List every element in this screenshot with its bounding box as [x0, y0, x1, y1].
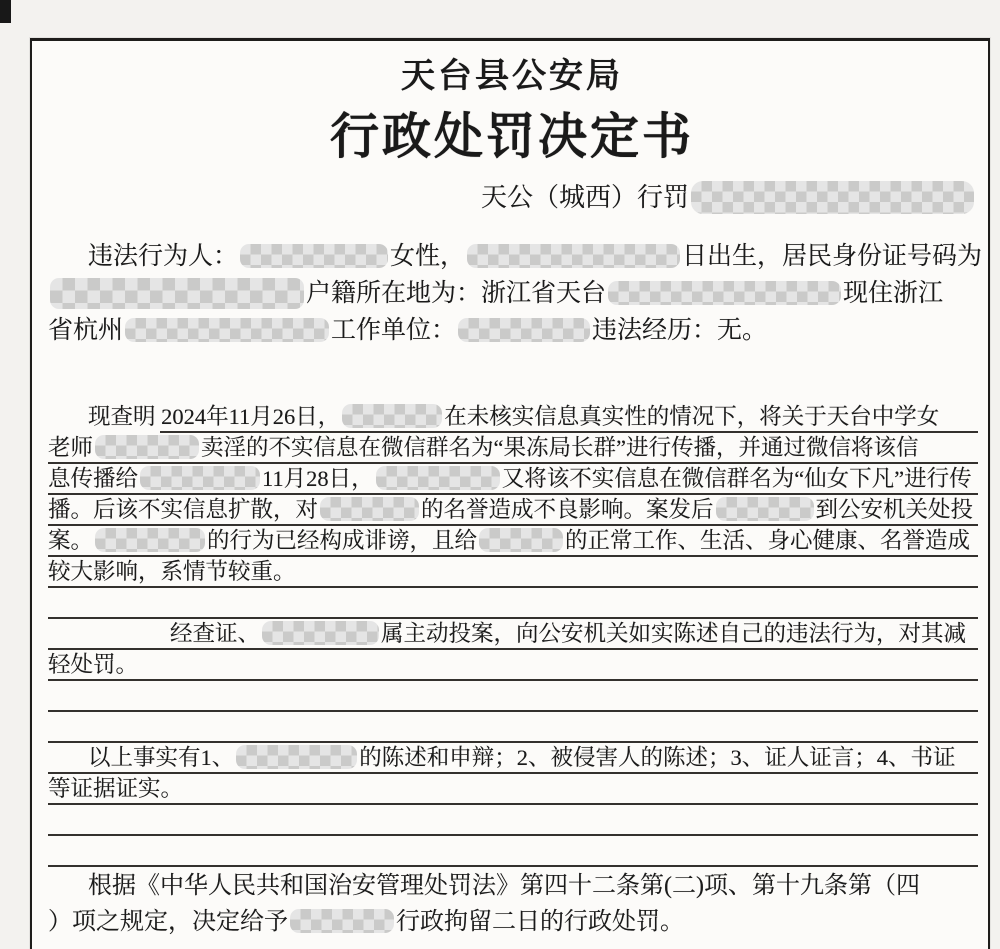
row-text [48, 464, 972, 493]
text-row [48, 712, 976, 743]
row-text [48, 869, 920, 904]
document-text: 经查证、 [170, 621, 261, 646]
row-text [48, 495, 973, 524]
row-text [48, 275, 943, 312]
document-text: 在未核实信息真实性的情况下，将关于天台中学女 [444, 404, 940, 429]
text-row [48, 464, 976, 495]
document-page-border [30, 38, 990, 949]
row-text [48, 774, 183, 803]
redaction-blur [716, 497, 814, 521]
document-text: 违法经历：无。 [592, 317, 768, 344]
document-text: 的名誉造成不良影响。案发后 [421, 497, 714, 522]
text-row [48, 650, 976, 681]
document-text: 现查明 2024年11月26日， [88, 404, 341, 429]
document-text: 又将该不实信息在微信群名为“仙女下凡”进行传 [501, 466, 972, 491]
document-text: 播。后该不实信息扩散，对 [48, 497, 319, 522]
document-text: 现住浙江 [843, 280, 944, 307]
row-text [48, 905, 684, 940]
text-row [48, 275, 976, 312]
document-text: 的行为已经构成诽谤，且给 [207, 528, 478, 553]
decision-paragraph [48, 869, 976, 941]
row-text [48, 312, 767, 349]
redaction-blur [125, 318, 329, 342]
document-text: 日出生，居民身份证号码为 [682, 243, 983, 270]
text-row [48, 743, 976, 774]
document-text: 女性， [390, 243, 466, 270]
redaction-blur [240, 244, 388, 268]
document-text: 属主动投案，向公安机关如实陈述自己的违法行为，对其减 [381, 621, 967, 646]
text-row [48, 681, 976, 712]
document-text: 较大影响，系情节较重。 [48, 559, 296, 584]
redaction-blur [608, 281, 841, 305]
document-text: 轻处罚。 [48, 652, 139, 677]
text-row [48, 402, 976, 433]
ruled-line [48, 865, 978, 867]
redaction-blur [262, 621, 379, 645]
redaction-blur [479, 528, 563, 552]
redaction-blur [376, 466, 500, 490]
text-row [48, 495, 976, 526]
document-text: 以上事实有1、 [88, 745, 235, 770]
row-text [48, 433, 919, 462]
facts-ruled-section [48, 402, 976, 867]
agency-name: 天台县公安局 [401, 58, 623, 95]
document-text: 天公（城西）行罚 [480, 183, 689, 212]
redaction-blur [95, 435, 199, 459]
document-text: 等证据证实。 [48, 776, 184, 801]
text-row [48, 836, 976, 867]
text-row [48, 238, 983, 275]
row-text [48, 743, 956, 772]
text-row [48, 179, 976, 217]
row-text [48, 238, 982, 275]
document-body [32, 53, 988, 941]
document-text: 案。 [48, 528, 94, 553]
document-text: 老师 [48, 435, 94, 460]
redaction-blur [691, 181, 974, 214]
document-text: ）项之规定，决定给予 [48, 909, 288, 935]
document-text: 的正常工作、生活、身心健康、名誉造成 [565, 528, 971, 553]
document-text: 根据《中华人民共和国治安管理处罚法》第四十二条第(二)项、第十九条第（四 [88, 873, 920, 899]
row-text [48, 557, 296, 586]
text-row [48, 588, 976, 619]
document-text: 卖淫的不实信息在微信群名为“果冻局长群”进行传播，并通过微信将该信 [201, 435, 919, 460]
row-text [48, 619, 966, 648]
redaction-blur [467, 244, 680, 268]
scan-corner-artifact [0, 0, 11, 23]
redaction-blur [342, 404, 442, 428]
document-text: 省杭州 [48, 317, 124, 344]
document-text: 的陈述和申辩；2、被侵害人的陈述；3、证人证言；4、书证 [359, 745, 956, 770]
document-text: 违法行为人： [88, 243, 239, 270]
redaction-blur [290, 909, 394, 933]
text-row [48, 526, 976, 557]
redaction-blur [236, 745, 357, 769]
document-text: 行政拘留二日的行政处罚。 [396, 909, 684, 935]
document-text: 户籍所在地为：浙江省天台 [306, 280, 607, 307]
redaction-blur [95, 528, 205, 552]
document-text: 息传播给 [48, 466, 139, 491]
redaction-blur [50, 278, 304, 309]
text-row [48, 557, 976, 588]
text-row [48, 312, 976, 349]
row-text [481, 179, 976, 217]
document-title: 行政处罚决定书 [329, 109, 694, 164]
redaction-blur [140, 466, 260, 490]
row-text [48, 402, 939, 431]
document-number [48, 179, 976, 217]
text-row [48, 433, 976, 464]
text-row [48, 619, 976, 650]
text-row [48, 905, 976, 941]
redaction-blur [320, 497, 419, 521]
row-text [48, 650, 138, 679]
row-text [48, 526, 970, 555]
text-row [48, 869, 976, 905]
party-info-paragraph [48, 238, 983, 349]
redaction-blur [458, 318, 590, 342]
text-row [48, 805, 976, 836]
document-text: 11月28日， [262, 466, 374, 491]
document-text: 到公安机关处投 [815, 497, 974, 522]
document-text: 工作单位： [331, 317, 457, 344]
text-row [48, 774, 976, 805]
